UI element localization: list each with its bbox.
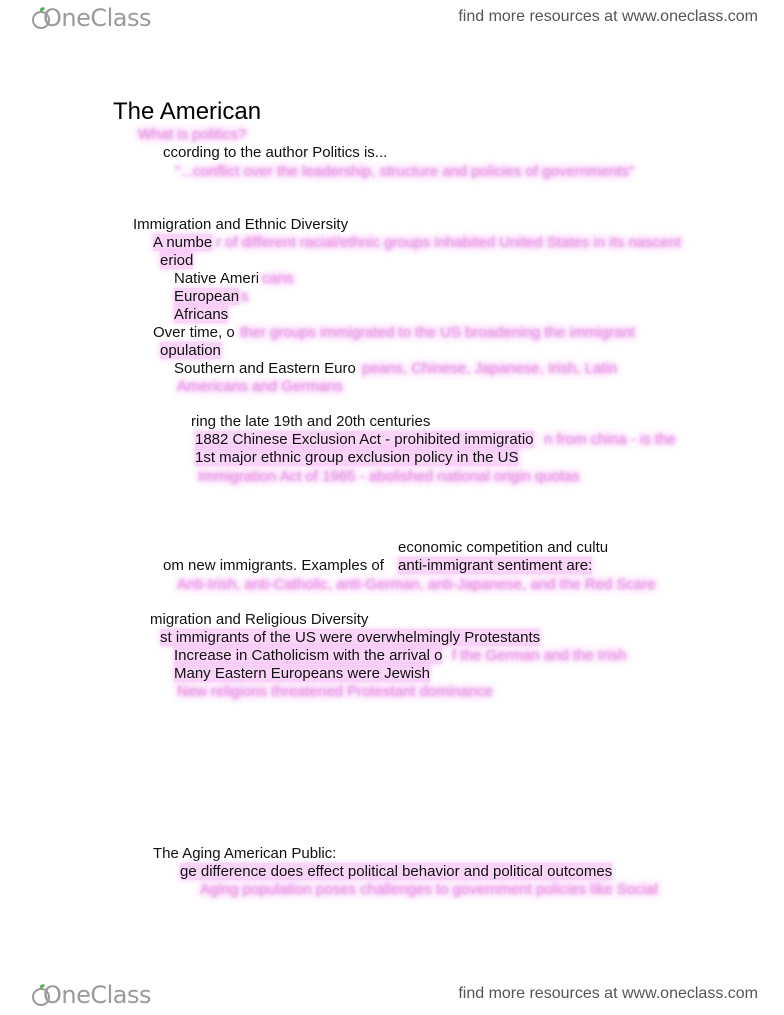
section-heading: The Aging American Public: bbox=[153, 845, 337, 862]
resources-link-bottom[interactable]: find more resources at www.oneclass.com bbox=[458, 985, 758, 1002]
text-line: ring the late 19th and 20th centuries bbox=[191, 413, 431, 430]
blurred-line: n from china - is the bbox=[544, 431, 676, 448]
blurred-line: New religions threatened Protestant dominance bbox=[177, 683, 494, 700]
text-line: 1882 Chinese Exclusion Act - prohibited immigratio bbox=[195, 431, 534, 448]
text-line: Many Eastern Europeans were Jewish bbox=[174, 665, 430, 682]
text-line: ge difference does effect political behavior and political outcomes bbox=[180, 863, 613, 880]
text-line: A numbe bbox=[153, 234, 213, 251]
text-line: Southern and Eastern Euro bbox=[174, 360, 356, 377]
oneclass-logo-top bbox=[30, 4, 151, 32]
logo-text: OneClass bbox=[43, 4, 152, 32]
text-line: European bbox=[174, 288, 240, 305]
text-line: Over time, o bbox=[153, 324, 235, 341]
blurred-line: f the German and the Irish bbox=[452, 647, 627, 664]
text-line: Africans bbox=[174, 306, 229, 323]
blurred-line: s bbox=[241, 288, 249, 305]
text-line: om new immigrants. Examples of bbox=[163, 557, 384, 574]
blurred-line: Anti-Irish, anti-Catholic, anti-German, anti-Japanese, and the Red Scare bbox=[177, 576, 656, 593]
blurred-line: r of different racial/ethnic groups inhabited United States in its nascent bbox=[216, 234, 681, 251]
blurred-line: "...conflict over the leadership, structure and policies of governments" bbox=[175, 163, 635, 180]
section-heading: Immigration and Ethnic Diversity bbox=[133, 216, 349, 233]
text-line: ccording to the author Politics is... bbox=[163, 144, 388, 161]
blurred-line: ther groups immigrated to the US broadening the immigrant bbox=[240, 324, 636, 341]
logo-text: OneClass bbox=[43, 981, 152, 1009]
blurred-line: peans, Chinese, Japanese, Irish, Latin bbox=[362, 360, 618, 377]
blurred-line: Americans and Germans bbox=[177, 378, 343, 395]
text-line: economic competition and cultu bbox=[398, 539, 609, 556]
leaf-o-icon bbox=[30, 983, 52, 1007]
blurred-line: cans bbox=[262, 270, 294, 287]
text-line: st immigrants of the US were overwhelmingly Protestants bbox=[160, 629, 541, 646]
resources-link-top[interactable]: find more resources at www.oneclass.com bbox=[458, 8, 758, 25]
highlighted-text: anti-immigrant sentiment are: bbox=[398, 557, 593, 574]
oneclass-logo-bottom bbox=[30, 981, 151, 1009]
text-line: 1st major ethnic group exclusion policy in the US bbox=[195, 449, 519, 466]
page-title: The American bbox=[113, 98, 262, 125]
text-line: eriod bbox=[160, 252, 194, 269]
text-line: Native Ameri bbox=[174, 270, 260, 287]
blurred-line: What is politics? bbox=[138, 126, 247, 143]
blurred-line: Immigration Act of 1965 - abolished national origin quotas bbox=[198, 468, 580, 485]
text-line: Increase in Catholicism with the arrival o bbox=[174, 647, 443, 664]
blurred-line: Aging population poses challenges to government policies like Social bbox=[200, 881, 658, 898]
section-heading: migration and Religious Diversity bbox=[150, 611, 369, 628]
leaf-o-icon bbox=[30, 6, 52, 30]
text-line: opulation bbox=[160, 342, 221, 359]
